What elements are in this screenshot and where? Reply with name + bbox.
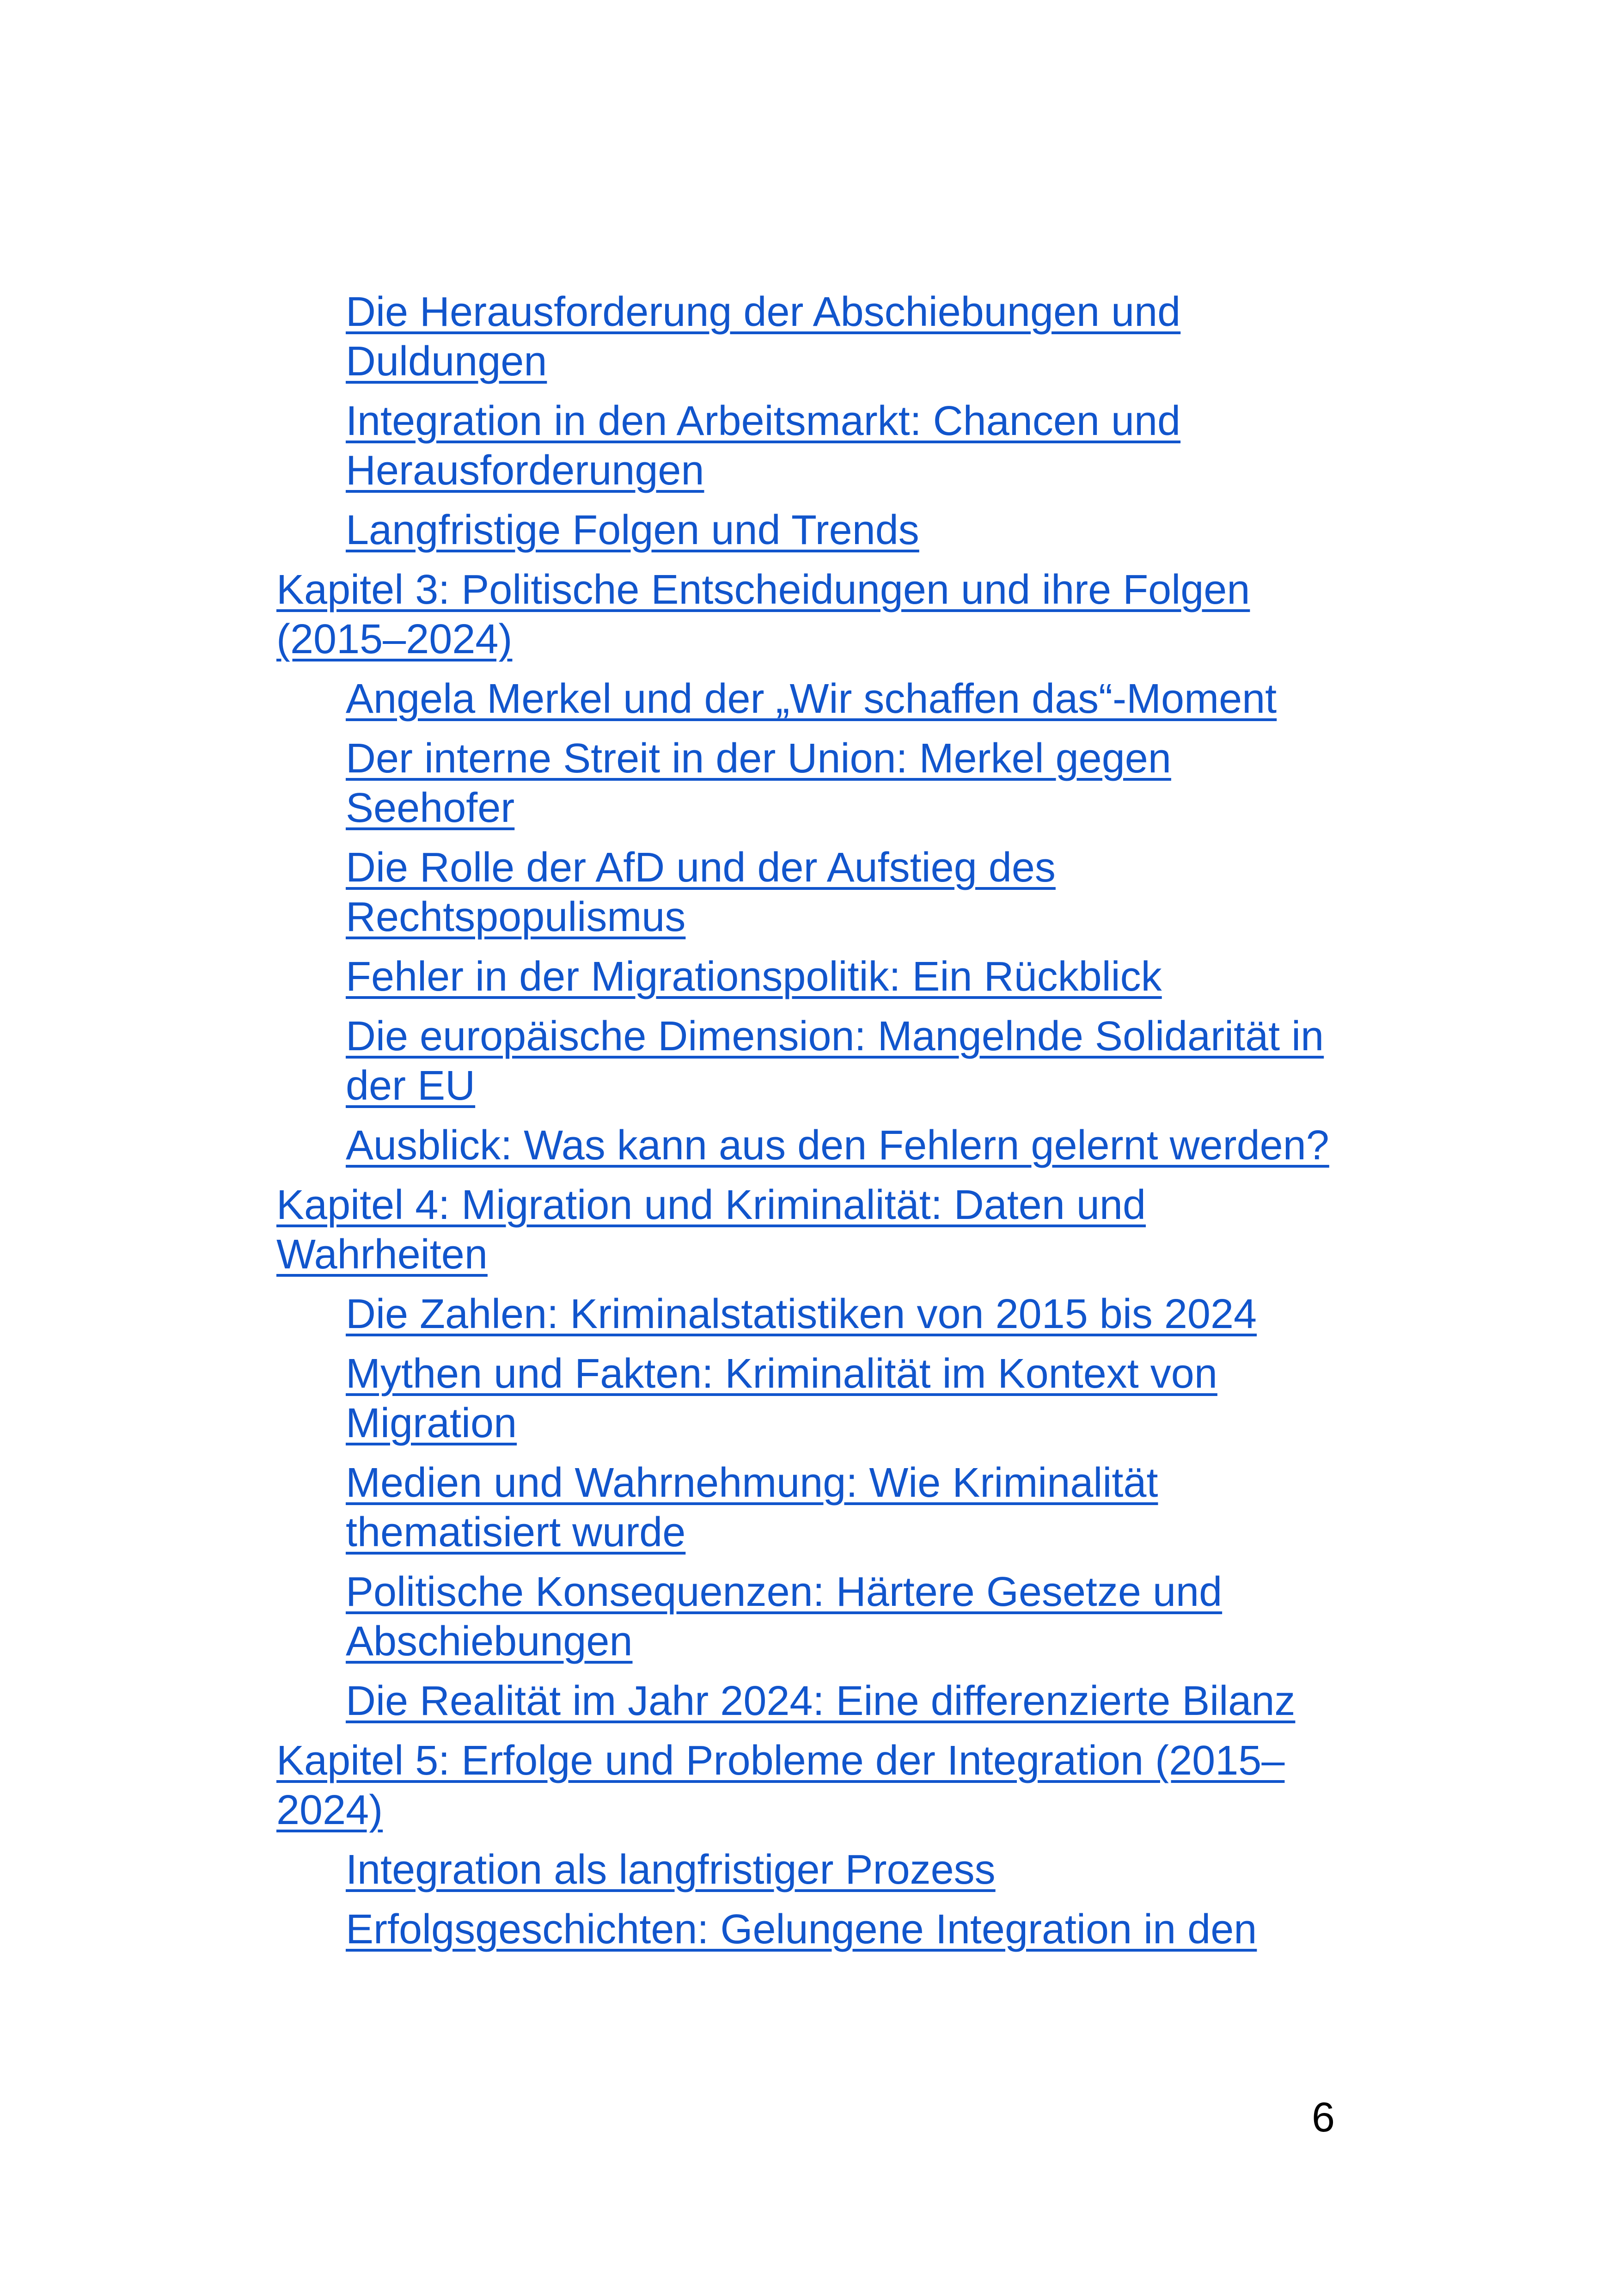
toc-entry-chapter	[276, 1736, 1349, 1835]
toc-link[interactable]: Integration als langfristiger Prozess	[346, 1847, 996, 1893]
page-number: 6	[1311, 2094, 1335, 2141]
toc-link[interactable]: Langfristige Folgen und Trends	[346, 507, 919, 553]
toc-entry-section	[276, 1349, 1349, 1448]
toc-entry-section	[276, 1677, 1349, 1726]
toc-entry-section	[276, 288, 1349, 386]
toc-entry-chapter	[276, 565, 1349, 664]
toc-entry-section	[276, 397, 1349, 496]
toc-entry-section	[276, 1567, 1349, 1666]
toc-entry-section	[276, 1121, 1349, 1170]
toc-entry-section	[276, 506, 1349, 555]
toc-entry-section	[276, 1290, 1349, 1339]
toc-entry-section	[276, 1012, 1349, 1111]
toc-link[interactable]: Die Zahlen: Kriminalstatistiken von 2015 bis 2024	[346, 1291, 1257, 1337]
toc-link[interactable]: Kapitel 5: Erfolge und Probleme der Integration (2015–2024)	[276, 1738, 1285, 1833]
table-of-contents	[276, 288, 1349, 1965]
toc-entry-section	[276, 843, 1349, 942]
toc-entry-section	[276, 734, 1349, 833]
toc-link[interactable]: Die Realität im Jahr 2024: Eine differenzierte Bilanz	[346, 1678, 1296, 1724]
toc-link[interactable]: Ausblick: Was kann aus den Fehlern gelernt werden?	[346, 1122, 1329, 1169]
toc-entry-section	[276, 674, 1349, 724]
toc-entry-section	[276, 1458, 1349, 1557]
toc-link[interactable]: Medien und Wahrnehmung: Wie Kriminalität thematisiert wurde	[346, 1460, 1158, 1555]
toc-entry-section	[276, 1845, 1349, 1895]
toc-link[interactable]: Erfolgsgeschichten: Gelungene Integration in den	[346, 1906, 1257, 1953]
toc-link[interactable]: Der interne Streit in der Union: Merkel gegen Seehofer	[346, 735, 1171, 831]
toc-entry-section	[276, 952, 1349, 1002]
toc-link[interactable]: Fehler in der Migrationspolitik: Ein Rückblick	[346, 954, 1162, 1000]
toc-link[interactable]: Die europäische Dimension: Mangelnde Solidarität in der EU	[346, 1013, 1324, 1109]
toc-link[interactable]: Politische Konsequenzen: Härtere Gesetze und Abschiebungen	[346, 1569, 1223, 1665]
toc-link[interactable]: Angela Merkel und der „Wir schaffen das“-Moment	[346, 676, 1277, 722]
toc-link[interactable]: Integration in den Arbeitsmarkt: Chancen und Herausforderungen	[346, 398, 1181, 494]
toc-link[interactable]: Kapitel 3: Politische Entscheidungen und ihre Folgen (2015–2024)	[276, 567, 1250, 662]
toc-entry-section	[276, 1905, 1349, 1954]
toc-link[interactable]: Die Herausforderung der Abschiebungen und Duldungen	[346, 289, 1181, 385]
toc-link[interactable]: Kapitel 4: Migration und Kriminalität: Daten und Wahrheiten	[276, 1182, 1146, 1278]
toc-link[interactable]: Die Rolle der AfD und der Aufstieg des Rechtspopulismus	[346, 845, 1056, 940]
toc-link[interactable]: Mythen und Fakten: Kriminalität im Kontext von Migration	[346, 1351, 1217, 1446]
toc-entry-chapter	[276, 1181, 1349, 1280]
